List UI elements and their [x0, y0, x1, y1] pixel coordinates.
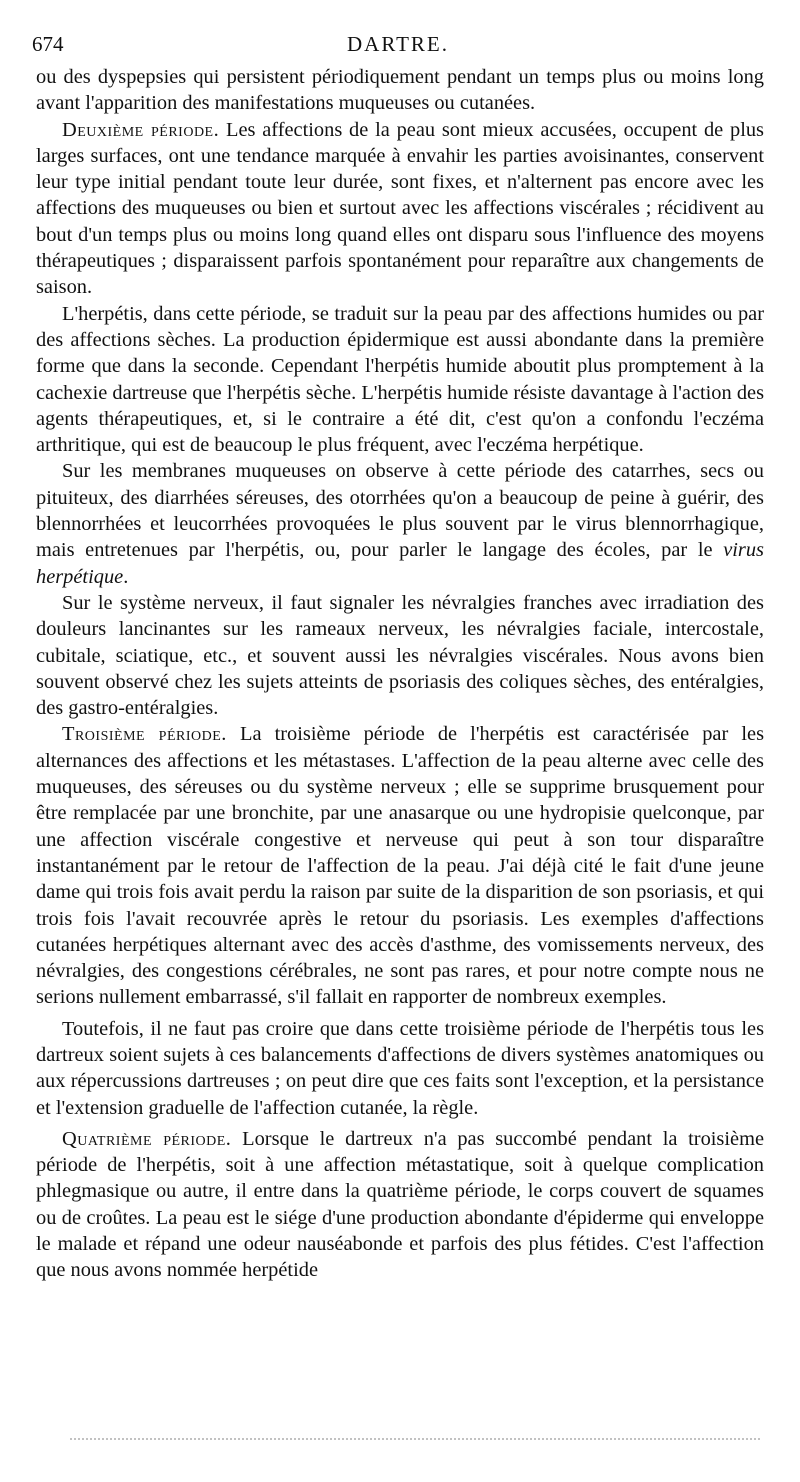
paragraph-text: La troisième période de l'herpétis est caractérisée par les alternances des affections et les métastases. L'affection de la peau alterne avec celle des muqueuses, des séreuses ou du système nerveux ; elle se supprime brusquement pour être remplacée par une bronchite, par une anasarque ou une hydropisie quelconque, par une affection viscérale congestive et nerveuse qui peut à son tour disparaître instantanément par le retour de l'affection de la peau. J'ai déjà cité le fait d'une jeune dame qui trois fois avait perdu la raison par suite de la disparition de son psoriasis, et qui trois fois l'avait recouvrée après le retour du psoriasis. Les exemples d'affections cutanées herpétiques alternant avec des accès d'asthme, des vomissements nerveux, des névralgies, des congestions cérébrales, ne sont pas rares, et pour notre compte nous ne serions nullement embarrassé, s'il fallait en rapporter de nombreux exemples. [36, 723, 765, 1009]
paragraph-second-period [36, 117, 764, 301]
paragraph-continuation [36, 64, 764, 117]
paragraph-text: Sur le système nerveux, il faut signaler les névralgies franches avec irradiation des douleurs lancinantes sur les rameaux nerveux, les névralgies faciale, intercostale, cubitale, sciatique, etc., et souvent aussi les névralgies viscérales. Nous avons bien souvent observé chez les sujets atteints de psoriasis des coliques sèches, des entéralgies, des gastro-entéralgies. [36, 591, 764, 720]
paragraph-text: Toutefois, il ne faut pas croire que dans cette troisième période de l'herpétis tous les dartreux soient sujets à ces balancements d'affections de divers systèmes anatomiques ou aux répercussions dartreuses ; on peut dire que ces faits sont l'exception, et la persistance et l'extension graduelle de l'affection cutanée, la règle. [36, 1017, 764, 1119]
paragraph-fourth-period [36, 1126, 764, 1284]
section-lead-second-period: Deuxième période. [62, 118, 220, 141]
paragraph-nervous-system [36, 590, 764, 721]
paragraph-mucous-membranes [36, 458, 764, 589]
paragraph-text: L'herpétis, dans cette période, se traduit sur la peau par des affections humides ou par des affections sèches. La production épidermique est aussi abondante dans la première forme que dans la seconde. Cependant l'herpétis humide aboutit plus promptement à la cachexie dartreuse que l'herpétis sèche. L'herpétis humide résiste davantage à l'action des agents thérapeutiques, et, si le contraire a été dit, c'est qu'on a confondu l'eczéma arthritique, qui est de beaucoup le plus fréquent, avec l'eczéma herpétique. [36, 302, 764, 457]
paragraph-text: Les affections de la peau sont mieux accusées, occupent de plus larges surfaces, ont une tendance marquée à envahir les parties avoisinantes, conservent leur type initial pendant toute leur durée, sont fixes, et n'alternent pas encore avec les affections des muqueuses ou bien et surtout avec les affections viscérales ; récidivent au bout d'un temps plus ou moins long quand elles ont disparu sous l'influence des moyens thérapeutiques ; disparaissent parfois spontanément pour reparaître aux changements de saison. [36, 118, 764, 299]
paragraph-text: Sur les membranes muqueuses on observe à cette période des catarrhes, secs ou pituiteux, des diarrhées séreuses, des otorrhées qu'on a beaucoup de peine à guérir, des blennorrhées et leucorrhées provoquées le plus souvent par le virus blennorrhagique, mais entretenues par l'herpétis, ou, pour parler le langage des écoles, par le [36, 460, 764, 562]
paragraph-herpetis-skin [36, 301, 764, 459]
paragraph-text: ou des dyspepsies qui persistent périodiquement pendant un temps plus ou moins long avant l'apparition des manifestations muqueuses ou cutanées. [36, 66, 764, 115]
section-lead-fourth-period: Quatrième période. [62, 1127, 232, 1150]
paragraph-text-end: . [123, 565, 129, 588]
running-head [32, 32, 764, 58]
paragraph-toutefois [36, 1016, 764, 1121]
italic-term: virus herpétique [36, 539, 764, 588]
bottom-scan-marks [70, 1438, 760, 1444]
paragraph-text: Lorsque le dartreux n'a pas succombé pendant la troisième période de l'herpétis, soit à une affection métastatique, soit à quelque complication phlegmasique ou autre, il entre dans la quatrième période, le corps couvert de squames ou de croûtes. La peau est le siége d'une production abondante d'épiderme qui enveloppe le malade et répand une odeur nauséabonde et parfois des plus fétides. C'est l'affection que nous avons nommée herpétide [36, 1127, 764, 1282]
body-text [36, 64, 764, 1284]
page-number: 674 [32, 32, 64, 56]
section-lead-third-period: Troisième période. [62, 723, 227, 746]
running-title: DARTRE. [347, 32, 449, 56]
paragraph-third-period [36, 721, 764, 1010]
